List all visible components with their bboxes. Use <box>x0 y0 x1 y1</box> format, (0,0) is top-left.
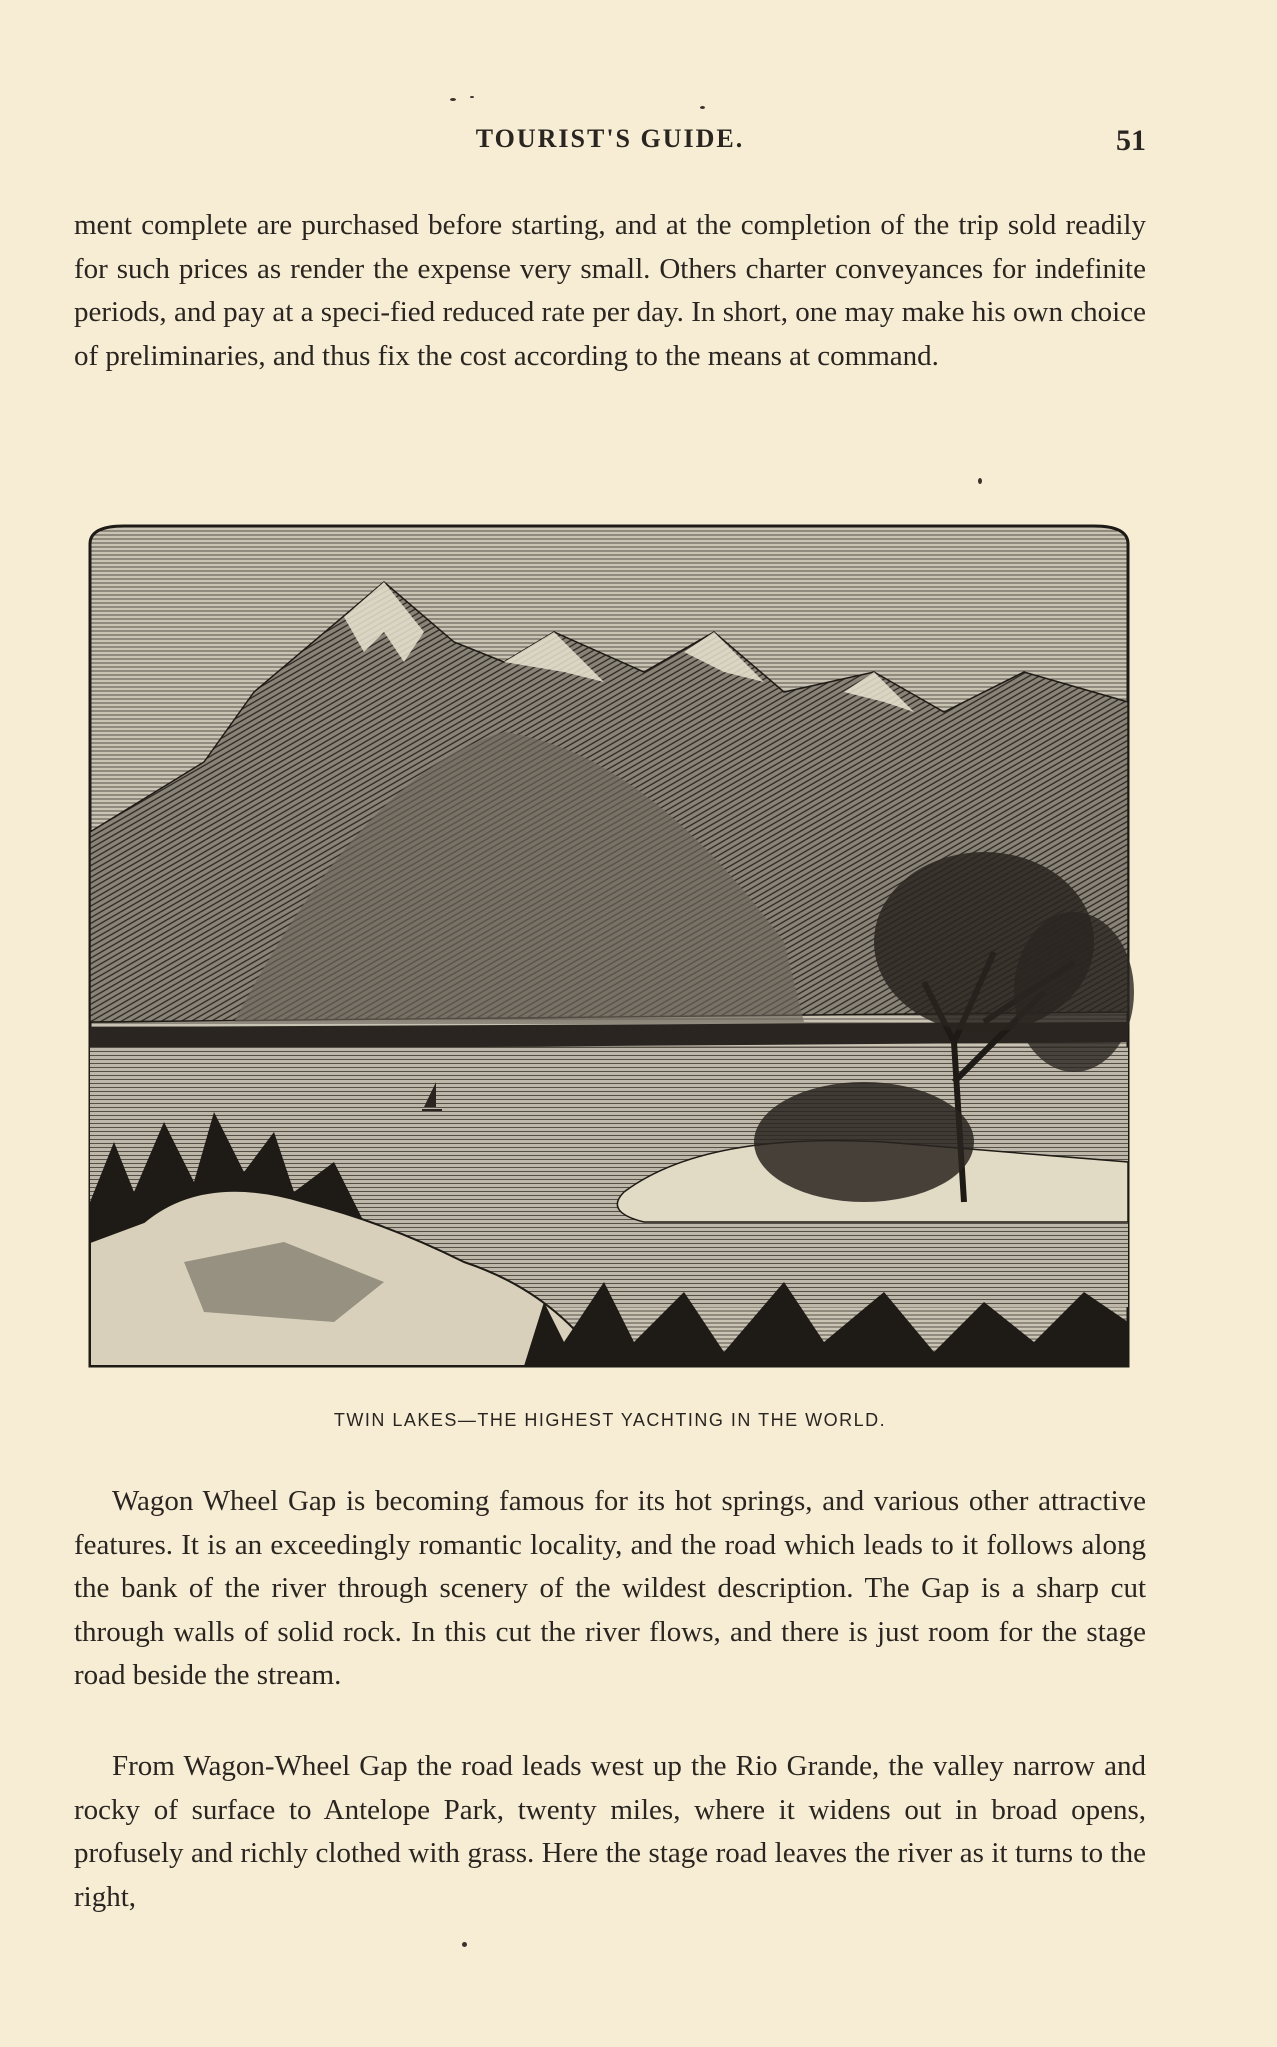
running-head <box>74 124 1146 164</box>
paragraph-wagon-wheel-gap: Wagon Wheel Gap is becoming famous for its hot springs, and various other attractive features. It is an exceedingly romantic locality, and the road which leads to it follows along the bank of the river through scenery of the wildest description. The Gap is a sharp cut through walls of solid rock. In this cut the river flows, and there is just room for the stage road beside the stream. <box>74 1485 1146 1691</box>
paragraph-continued: ment complete are purchased before starting, and at the completion of the trip sold readily for such prices as render the expense very small. Others charter conveyances for indefinite periods, and pay at a speci-fied reduced rate per day. In short, one may make his own choice of preliminaries, and thus fix the cost according to the means at command. <box>74 209 1146 372</box>
paragraph-rio-grande: From Wagon-Wheel Gap the road leads west up the Rio Grande, the valley narrow and rocky of surface to Antelope Park, twenty miles, where it widens out in broad opens, profusely and richly clothed with grass. Here the stage road leaves the river as it turns to the right, <box>74 1750 1146 1913</box>
tree-foliage <box>1014 912 1134 1072</box>
figure-caption: TWIN LAKES—THE HIGHEST YACHTING IN THE WORLD. <box>333 1410 887 1430</box>
page-number: 51 <box>1116 124 1146 157</box>
ink-speck <box>450 98 456 101</box>
ink-speck <box>470 96 474 98</box>
ink-speck <box>978 478 982 484</box>
tree-foliage <box>754 1082 974 1202</box>
running-title: TOURIST'S GUIDE. <box>475 124 745 153</box>
ink-speck <box>700 106 705 109</box>
engraving-illustration <box>84 522 1134 1370</box>
twin-lakes-engraving <box>84 522 1134 1370</box>
ink-speck <box>462 1942 467 1947</box>
